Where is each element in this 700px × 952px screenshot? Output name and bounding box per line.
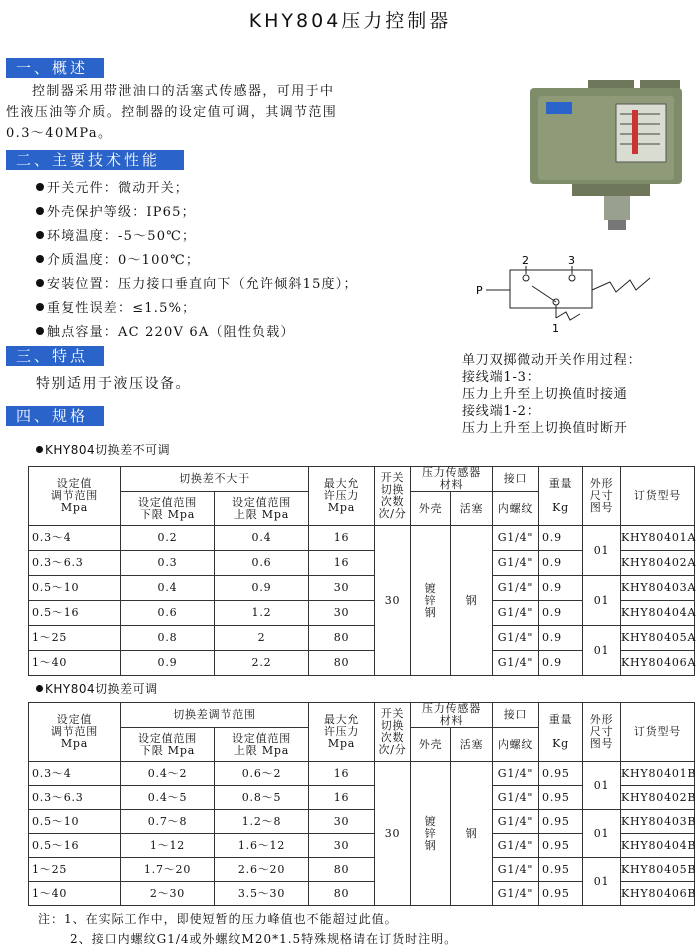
table-row: 0.5～10 0.7～8 1.2～8 30 G1/4" 0.95 01 KHY80403B xyxy=(29,810,695,834)
shell-material-cell: 镀 锌 钢 xyxy=(411,762,451,906)
page-title: KHY804压力控制器 xyxy=(248,10,452,32)
dim-cell: 01 xyxy=(583,526,621,576)
header-piston: 活塞 xyxy=(451,728,493,762)
overview-line: 控制器采用带泄油口的活塞式传感器，可用于中 xyxy=(32,84,335,99)
header-thread: 内螺纹 xyxy=(493,728,539,762)
overview-line: 性液压油等介质。控制器的设定值可调，其调节范围 xyxy=(6,105,338,120)
header-lower: 设定值范围 下限 Mpa xyxy=(121,728,215,762)
product-photo xyxy=(520,76,696,232)
diagram-label-1: 1 xyxy=(552,322,559,335)
header-order: 订货型号 xyxy=(621,703,695,762)
header-piston: 活塞 xyxy=(451,492,493,526)
diagram-label-3: 3 xyxy=(568,254,575,267)
dim-cell: 01 xyxy=(583,576,621,626)
table2-caption: KHY804切换差可调 xyxy=(36,680,158,697)
process-line: 单刀双掷微动开关作用过程： xyxy=(462,353,642,368)
switch-process xyxy=(462,352,698,437)
header-port: 接口 xyxy=(493,467,539,492)
process-line: 接线端1-3： xyxy=(462,370,541,385)
note-line: 注：1、在实际工作中，即使短暂的压力峰值也不能超过此值。 xyxy=(38,912,398,926)
header-dim: 外形 尺寸 图号 xyxy=(583,467,621,526)
dim-cell: 01 xyxy=(583,762,621,810)
spec-list xyxy=(36,178,456,346)
diagram-label-p: P xyxy=(476,284,483,297)
spec-item: 外壳保护等级：IP65； xyxy=(36,202,456,226)
switch-count-cell: 30 xyxy=(375,762,411,906)
header-upper: 设定值范围 上限 Mpa xyxy=(215,728,309,762)
table-row: 1～40 0.9 2.2 80 G1/4" 0.9 KHY80406A xyxy=(29,651,695,676)
spec-table-adjustable xyxy=(28,702,695,906)
section-spec-table-heading: 四、规格 xyxy=(6,406,104,426)
overview-paragraph xyxy=(6,81,416,144)
section-specs-heading: 二、主要技术性能 xyxy=(6,150,184,170)
table-row: 1～25 1.7～20 2.6～20 80 G1/4" 0.95 01 KHY80405B xyxy=(29,858,695,882)
piston-material-cell: 钢 xyxy=(451,762,493,906)
spec-item: 触点容量：AC 220V 6A（阻性负载） xyxy=(36,322,456,346)
dim-cell: 01 xyxy=(583,810,621,858)
table-row: 0.5～10 0.4 0.9 30 G1/4" 0.9 01 KHY80403A xyxy=(29,576,695,601)
header-group: 切换差调节范围 xyxy=(121,703,309,728)
diagram-label-2: 2 xyxy=(522,254,529,267)
spec-item: 重复性误差：≤1.5%； xyxy=(36,298,456,322)
note-line: 2、接口内螺纹G1/4或外螺纹M20*1.5特殊规格请在订货时注明。 xyxy=(70,932,458,946)
table-row: 0.3～6.3 0.4～5 0.8～5 16 G1/4" 0.95 KHY80402B xyxy=(29,786,695,810)
overview-line: 0.3～40MPa。 xyxy=(6,126,113,141)
header-weight: 重量 Kg xyxy=(539,703,583,762)
header-lower: 设定值范围 下限 Mpa xyxy=(121,492,215,526)
header-switch: 开关 切换 次数 次/分 xyxy=(375,703,411,762)
table-row: 0.3～6.3 0.3 0.6 16 G1/4" 0.9 KHY80402A xyxy=(29,551,695,576)
header-switch: 开关 切换 次数 次/分 xyxy=(375,467,411,526)
section-features-heading: 三、特点 xyxy=(6,346,104,366)
switch-count-cell: 30 xyxy=(375,526,411,676)
piston-material-cell: 钢 xyxy=(451,526,493,676)
spec-item: 开关元件：微动开关； xyxy=(36,178,456,202)
section-overview-heading: 一、概述 xyxy=(6,58,104,78)
shell-material-cell: 镀 锌 钢 xyxy=(411,526,451,676)
spec-item: 安装位置：压力接口垂直向下（允许倾斜15度）； xyxy=(36,274,456,298)
header-shell: 外壳 xyxy=(411,728,451,762)
table-row: 1～40 2～30 3.5～30 80 G1/4" 0.95 KHY80406B xyxy=(29,882,695,906)
table1-caption: KHY804切换差不可调 xyxy=(36,441,170,458)
header-setting: 设定值 调节范围 Mpa xyxy=(29,703,121,762)
process-line: 接线端1-2： xyxy=(462,404,541,419)
header-setting: 设定值 调节范围 Mpa xyxy=(29,467,121,526)
feature-text: 特别适用于液压设备。 xyxy=(36,376,191,392)
dim-cell: 01 xyxy=(583,858,621,906)
spec-item: 环境温度：-5～50℃； xyxy=(36,226,456,250)
spec-table-fixed xyxy=(28,466,695,676)
spec-item: 介质温度：0～100℃； xyxy=(36,250,456,274)
header-upper: 设定值范围 上限 Mpa xyxy=(215,492,309,526)
switch-diagram xyxy=(470,252,670,338)
process-line: 压力上升至上切换值时接通 xyxy=(462,387,628,402)
table-row: 0.5～16 0.6 1.2 30 G1/4" 0.9 KHY80404A xyxy=(29,601,695,626)
header-group: 切换差不大于 xyxy=(121,467,309,492)
process-line: 压力上升至上切换值时断开 xyxy=(462,421,628,436)
table-row: 1～25 0.8 2 80 G1/4" 0.9 01 KHY80405A xyxy=(29,626,695,651)
header-max-pressure: 最大允 许压力 Mpa xyxy=(309,703,375,762)
header-thread: 内螺纹 xyxy=(493,492,539,526)
header-material: 压力传感器 材料 xyxy=(411,467,493,492)
header-order: 订货型号 xyxy=(621,467,695,526)
header-weight: 重量 Kg xyxy=(539,467,583,526)
header-port: 接口 xyxy=(493,703,539,728)
table-row: 0.3～4 0.4～2 0.6～2 16 30 镀 锌 钢 钢 G1/4" 0.95 01 KHY80401B xyxy=(29,762,695,786)
header-dim: 外形 尺寸 图号 xyxy=(583,703,621,762)
table-row: 0.3～4 0.2 0.4 16 30 镀 锌 钢 钢 G1/4" 0.9 01 KHY80401A xyxy=(29,526,695,551)
header-shell: 外壳 xyxy=(411,492,451,526)
dim-cell: 01 xyxy=(583,626,621,676)
header-material: 压力传感器 材料 xyxy=(411,703,493,728)
table-row: 0.5～16 1～12 1.6～12 30 G1/4" 0.95 KHY80404B xyxy=(29,834,695,858)
header-max-pressure: 最大允 许压力 Mpa xyxy=(309,467,375,526)
